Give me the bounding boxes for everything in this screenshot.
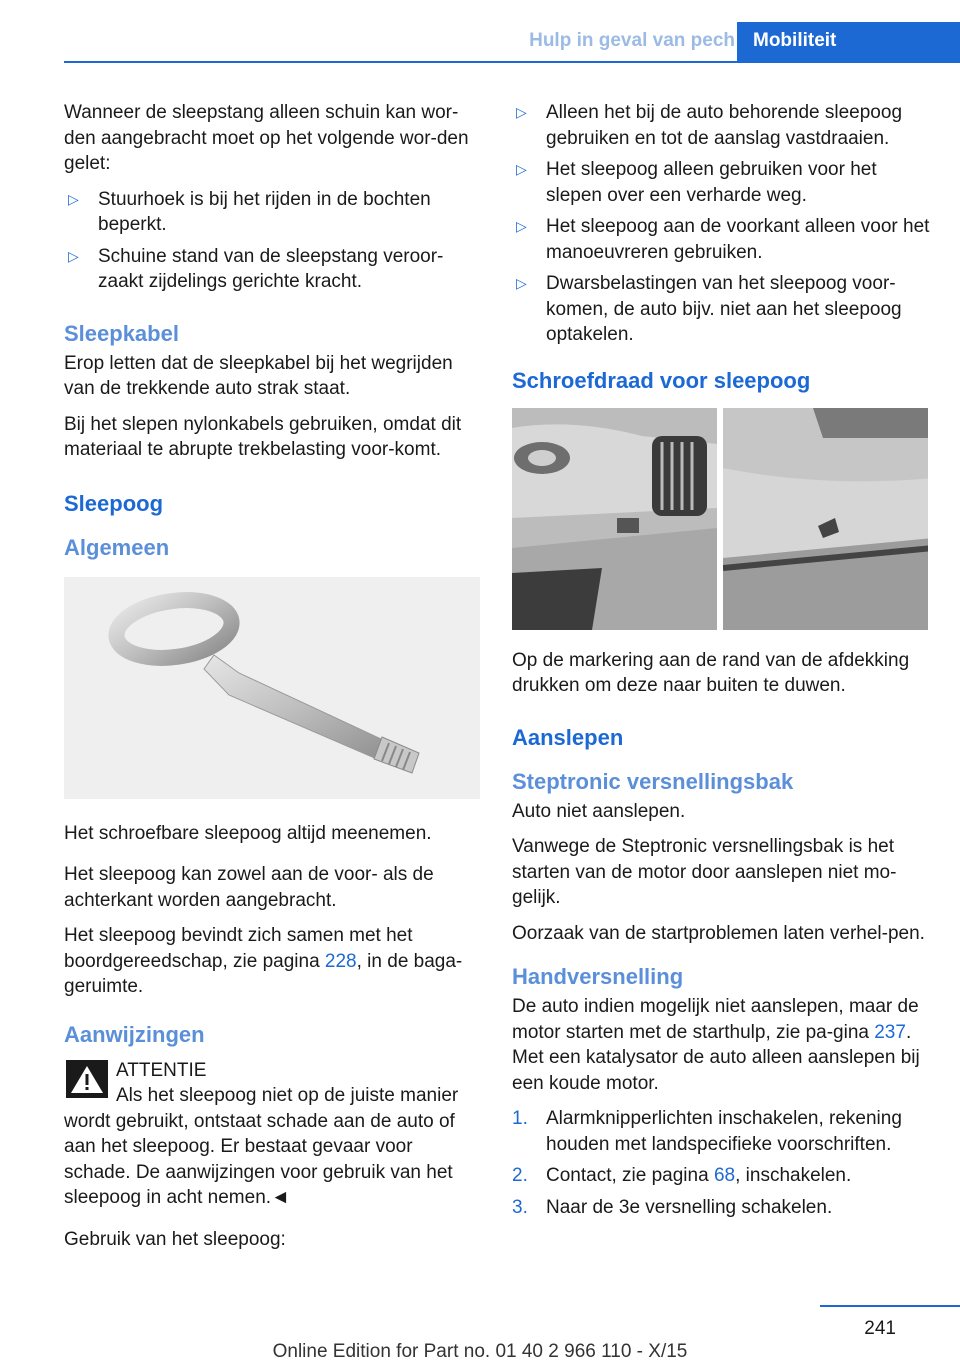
- triangle-bullet-icon: ▷: [516, 161, 527, 177]
- triangle-bullet-icon: ▷: [68, 190, 79, 207]
- sleepkabel-paragraph-2: Bij het slepen nylonkabels gebruiken, omdat dit materiaal te abrupte trekbelasting voor-komt.: [64, 413, 462, 460]
- heading-schroefdraad: Schroefdraad voor sleepoog: [512, 367, 811, 393]
- tow-eye-caption: Het schroefbare sleepoog altijd meenemen.: [64, 822, 432, 844]
- page-number: 241: [864, 1318, 896, 1339]
- header-section-title: Hulp in geval van pech: [529, 30, 735, 51]
- paragraph-gebruik: Gebruik van het sleepoog:: [64, 1228, 286, 1250]
- header-chapter-tab: [737, 22, 960, 61]
- right-column: [512, 100, 932, 1230]
- heading-algemeen: Algemeen: [64, 534, 170, 560]
- list-item: ▷ Alleen het bij de auto behorende sleepoog gebruiken en tot de aanslag vastdraaien.: [516, 102, 903, 149]
- list-item: ▷ Het sleepoog aan de voorkant alleen voor het manoeuvreren gebruiken.: [516, 216, 930, 263]
- list-item: ▷ Het sleepoog alleen gebruiken voor het slepen over een verharde weg.: [516, 159, 877, 206]
- list-item: 1. Alarmknipperlichten inschakelen, rekening houden met landspecifieke voorschriften.: [512, 1108, 902, 1155]
- footer-rule: [820, 1305, 960, 1307]
- heading-aanwijzingen: Aanwijzingen: [64, 1021, 205, 1047]
- tow-eye-image: [64, 577, 480, 799]
- intro-paragraph: Wanneer de sleepstang alleen schuin kan wor-den aangebracht moet op het volgende wor-den gelet:: [64, 102, 469, 174]
- header-rule: [64, 61, 960, 63]
- paragraph-bevindt: Het sleepoog bevindt zich samen met het boordgereedschap, zie pagina 228, in de baga-geruimte.: [64, 925, 463, 997]
- paragraph-niet-aanslepen: Auto niet aanslepen.: [512, 800, 686, 822]
- paragraph-voor-achter: Het sleepoog kan zowel aan de voor- als de achterkant worden aangebracht.: [64, 864, 434, 911]
- left-column: [64, 100, 480, 1262]
- page-link-228[interactable]: 228: [324, 950, 357, 972]
- paragraph-vanwege: Vanwege de Steptronic versnellingsbak is het starten van de motor door aanslepen niet mo-gelijk.: [512, 836, 897, 908]
- footer-edition: Online Edition for Part no. 01 40 2 966 110 - X/15: [272, 1341, 688, 1362]
- warning-body: wordt gebruikt, ontstaat schade aan de auto of aan het sleepoog. Er bestaat gevaar voor schade. De aanwijzingen voor gebruik van het sleepoog in acht nemen.◄: [64, 1110, 455, 1208]
- sleepstang-bullet-list: [64, 187, 480, 295]
- heading-sleepkabel: Sleepkabel: [64, 320, 179, 346]
- warning-triangle-icon: [66, 1060, 108, 1098]
- paragraph-markering: Op de markering aan de rand van de afdekking drukken om deze naar buiten te duwen.: [512, 649, 910, 696]
- front-bumper-illustration: [512, 408, 717, 630]
- heading-steptronic: Steptronic versnellingsbak: [512, 768, 794, 794]
- paragraph-handversnelling: De auto indien mogelijk niet aanslepen, maar de motor starten met de starthulp, zie pa-gina 237. Met een katalysator de auto alleen aanslepen bij een koude motor.: [512, 996, 920, 1094]
- rear-bumper-illustration: [723, 408, 928, 630]
- heading-handversnelling: Handversnelling: [512, 964, 684, 989]
- warning-first-line: Als het sleepoog niet op de juiste manier: [116, 1085, 459, 1106]
- warning-title: ATTENTIE: [116, 1059, 207, 1081]
- sleepoog-usage-list: [512, 100, 932, 348]
- triangle-bullet-icon: ▷: [516, 275, 527, 291]
- list-item: ▷ Stuurhoek is bij het rijden in de bochten beperkt.: [68, 188, 431, 235]
- sleepkabel-paragraph-1: Erop letten dat de sleepkabel bij het wegrijden van de trekkende auto strak staat.: [64, 352, 453, 399]
- heading-sleepoog: Sleepoog: [64, 490, 164, 516]
- aanslepen-steps-list: [512, 1106, 932, 1220]
- paragraph-oorzaak: Oorzaak van de startproblemen laten verhel-pen.: [512, 922, 925, 944]
- rear-bumper-photo: [723, 408, 928, 630]
- triangle-bullet-icon: ▷: [516, 104, 527, 120]
- list-item: 2. Contact, zie pagina 68, inschakelen.: [512, 1165, 852, 1186]
- page-link-68[interactable]: 68: [713, 1165, 736, 1186]
- warning-block: [64, 1058, 480, 1211]
- bumper-photo: [512, 408, 928, 630]
- heading-aanslepen: Aanslepen: [512, 724, 624, 750]
- header-chapter-label: Mobiliteit: [753, 30, 837, 51]
- list-item: ▷ Schuine stand van de sleepstang veroor-zaakt zijdelings gerichte kracht.: [68, 245, 444, 292]
- tow-eye-illustration: [64, 577, 480, 799]
- triangle-bullet-icon: ▷: [516, 218, 527, 234]
- list-item: 3. Naar de 3e versnelling schakelen.: [512, 1196, 833, 1218]
- triangle-bullet-icon: ▷: [68, 247, 79, 264]
- page-link-237[interactable]: 237: [874, 1021, 906, 1043]
- list-item: ▷ Dwarsbelastingen van het sleepoog voor-komen, de auto bijv. niet aan het sleepoog optakelen.: [516, 273, 902, 345]
- front-bumper-photo: [512, 408, 717, 630]
